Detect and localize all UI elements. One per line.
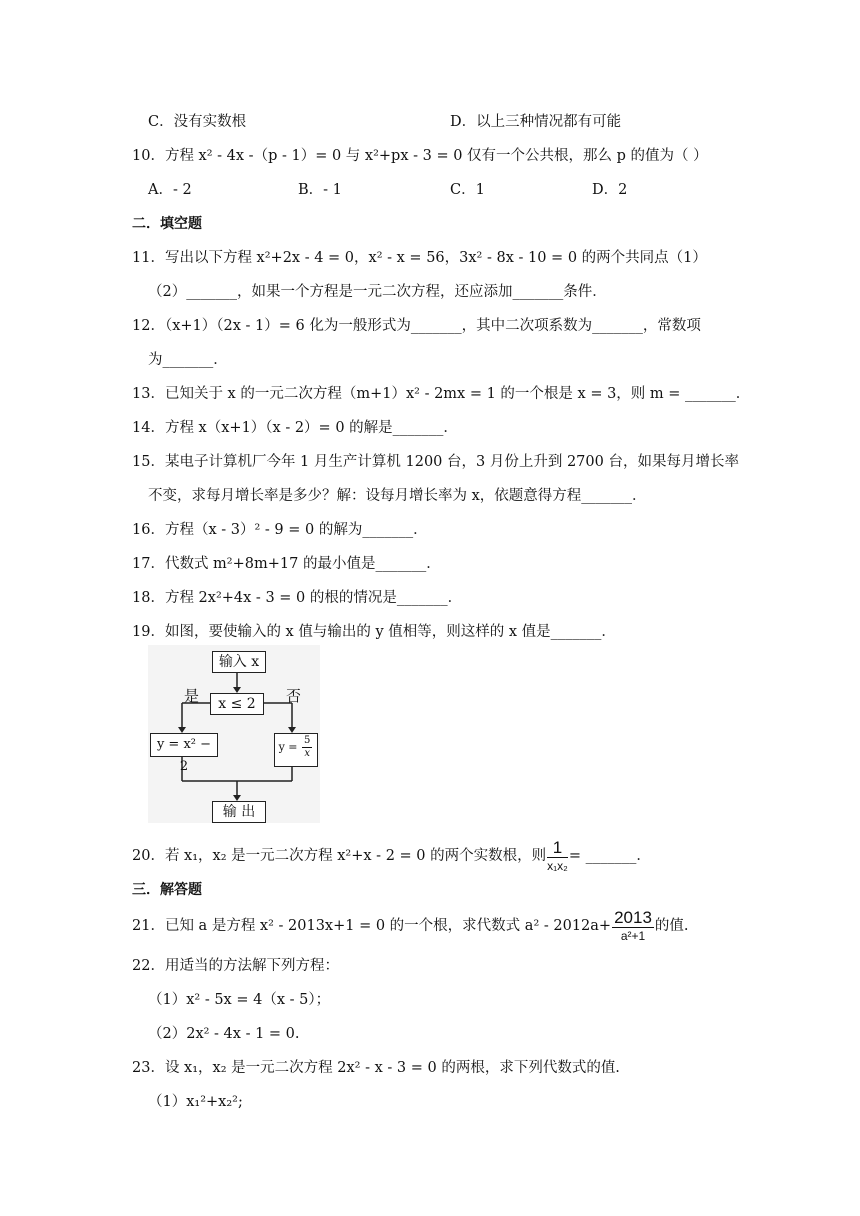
question-line: 22．用适当的方法解下列方程： — [132, 958, 339, 974]
q21-den: a²+1 — [620, 928, 646, 943]
question-line: （1）x₁²+x₂²; — [148, 1094, 243, 1110]
output-box: 输 出 — [212, 801, 266, 823]
question-line: D．2 — [592, 182, 628, 198]
question-line: 16．方程（x - 3）² - 9 = 0 的解为_______． — [132, 522, 428, 538]
question-line: （2）2x² - 4x - 1 = 0. — [148, 1026, 300, 1042]
right-formula-box — [274, 733, 318, 767]
question-line: B．- 1 — [298, 182, 342, 198]
input-box: 输入 x — [212, 651, 266, 673]
q21-prefix: 21．已知 a 是方程 x² - 2013x+1 = 0 的一个根，求代数式 a² - 2012a+ — [132, 918, 612, 934]
question-line: 14．方程 x（x+1）（x - 2）= 0 的解是_______． — [132, 420, 458, 436]
question-line: （1）x² - 5x = 4（x - 5）； — [148, 992, 331, 1008]
section-heading: 三．解答题 — [132, 882, 202, 898]
question-line: A．- 2 — [148, 182, 192, 198]
q21-fraction — [612, 909, 654, 944]
question-20 — [132, 836, 651, 876]
question-line: 11．写出以下方程 x²+2x - 4 = 0，x² - x = 56，3x² - 8x - 10 = 0 的两个共同点（1） — [132, 250, 707, 266]
yes-label: 是 — [184, 687, 200, 705]
q20-suffix: = _______． — [568, 848, 651, 864]
condition-box: x ≤ 2 — [210, 693, 264, 715]
question-line: C．1 — [450, 182, 485, 198]
right-fraction-den: x — [304, 748, 311, 759]
question-line: 13．已知关于 x 的一元二次方程（m+1）x² - 2mx = 1 的一个根是 x = 3，则 m = _______． — [132, 386, 751, 402]
question-line: 23．设 x₁，x₂ 是一元二次方程 2x² - x - 3 = 0 的两根，求下列代数式的值. — [132, 1060, 620, 1076]
question-line: 不变，求每月增长率是多少？解：设每月增长率为 x，依题意得方程_______． — [148, 488, 647, 504]
question-line: 为_______． — [148, 352, 228, 368]
right-formula-fraction — [302, 734, 312, 760]
section-heading: 二．填空题 — [132, 216, 202, 232]
question-line: 17．代数式 m²+8m+17 的最小值是_______． — [132, 556, 441, 572]
left-formula-box: y = x² − 2 — [150, 733, 218, 757]
question-line: D．以上三种情况都有可能 — [450, 114, 622, 130]
q20-prefix: 20．若 x₁，x₂ 是一元二次方程 x²+x - 2 = 0 的两个实数根，则 — [132, 848, 547, 864]
question-line: （2）_______，如果一个方程是一元二次方程，还应添加_______条件． — [148, 284, 607, 300]
question-line: C．没有实数根 — [148, 114, 247, 130]
question-line: 19．如图，要使输入的 x 值与输出的 y 值相等，则这样的 x 值是_______． — [132, 624, 616, 640]
question-line: 12．（x+1）（2x - 1）= 6 化为一般形式为_______，其中二次项系数为_______，常数项 — [132, 318, 701, 334]
no-label: 否 — [286, 687, 302, 705]
question-21 — [132, 904, 689, 948]
flowchart-figure — [148, 645, 320, 823]
right-formula-lhs: y = — [278, 740, 298, 754]
q21-suffix: 的值. — [654, 918, 689, 934]
question-line: 10．方程 x² - 4x -（p - 1）= 0 与 x²+px - 3 = 0 仅有一个公共根，那么 p 的值为（ ） — [132, 148, 708, 164]
question-line: 15．某电子计算机厂今年 1 月生产计算机 1200 台，3 月份上升到 2700 台，如果每月增长率 — [132, 454, 739, 470]
q21-num: 2013 — [614, 907, 652, 927]
question-line: 18．方程 2x²+4x - 3 = 0 的根的情况是_______． — [132, 590, 463, 606]
q20-den: x₁x₂ — [547, 858, 568, 873]
right-fraction-num: 5 — [304, 735, 311, 746]
q20-num: 1 — [547, 839, 568, 858]
q20-fraction — [547, 839, 568, 874]
